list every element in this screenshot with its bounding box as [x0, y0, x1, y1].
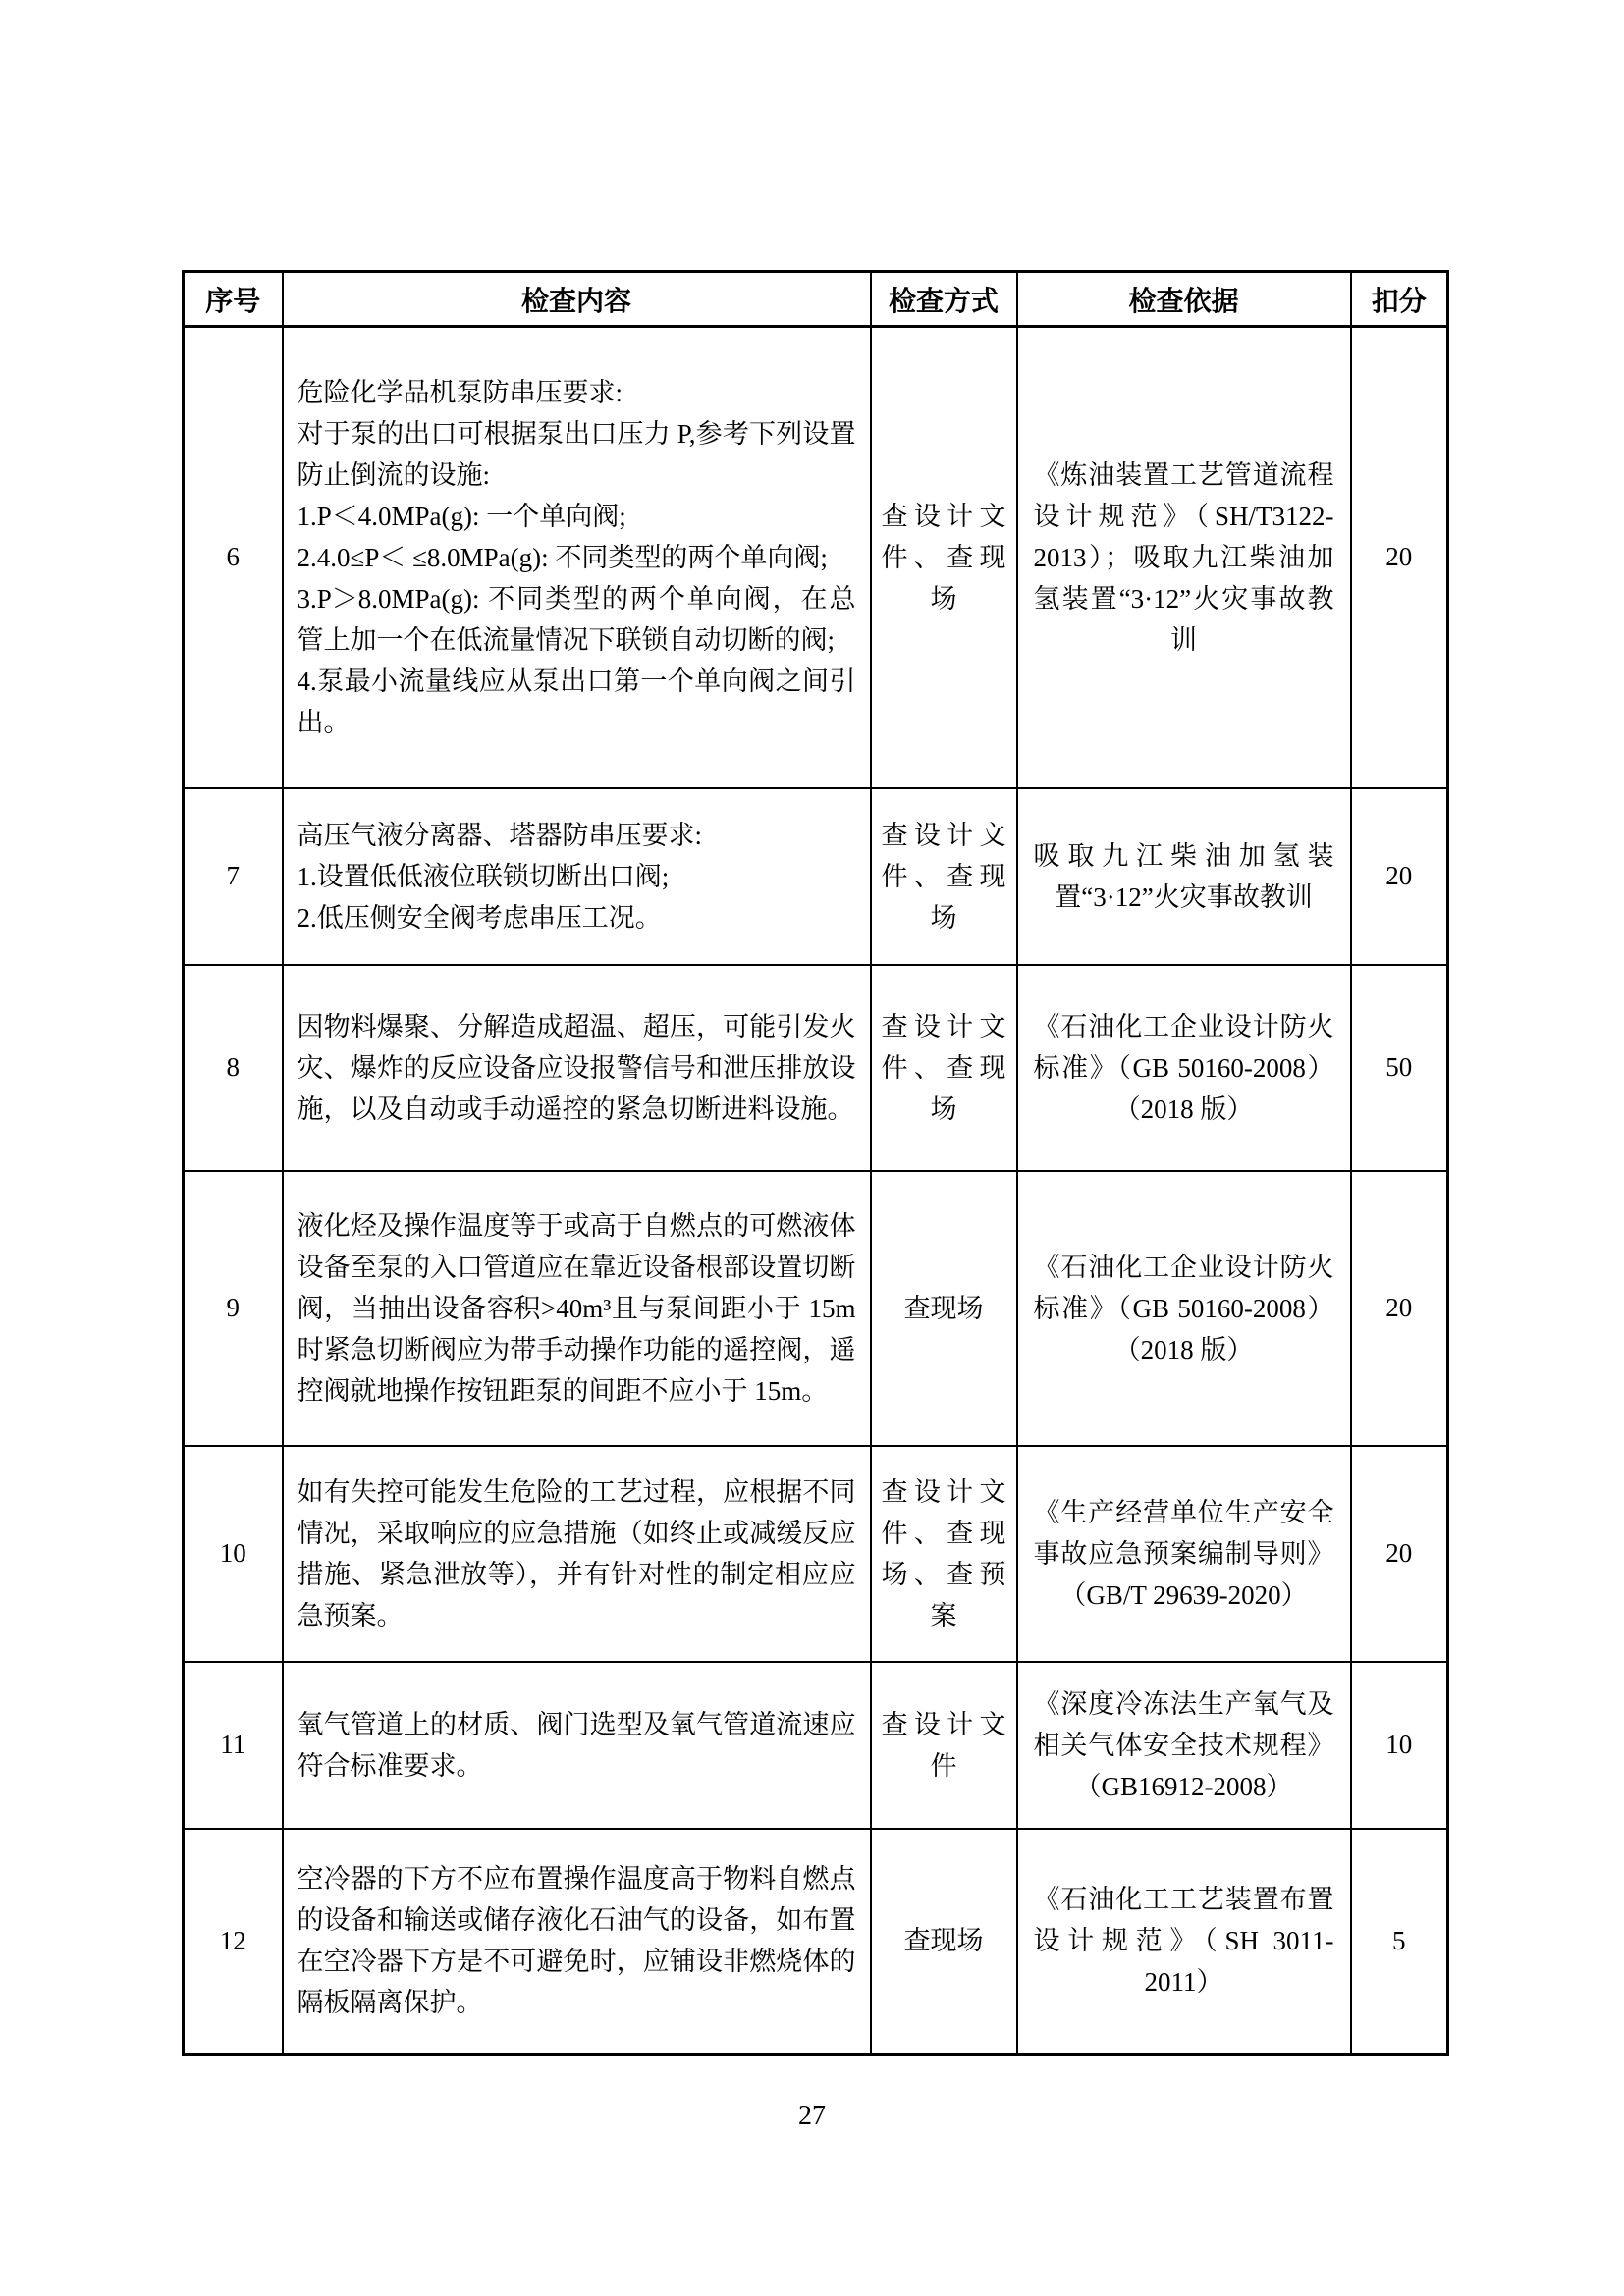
content-cell — [283, 788, 871, 965]
content-cell — [283, 1829, 871, 2055]
basis-cell: 《深度冷冻法生产氧气及相关气体安全技术规程》（GB16912-2008） — [1017, 1662, 1351, 1829]
row-number-cell: 12 — [184, 1829, 283, 2055]
header-cell-method: 检查方式 — [871, 272, 1017, 327]
row-number-cell: 9 — [184, 1171, 283, 1446]
content-line: 2.低压侧安全阀考虑串压工况。 — [297, 902, 662, 933]
inspection-table — [182, 270, 1449, 2056]
content-cell — [283, 1446, 871, 1662]
table-header — [184, 272, 1448, 327]
header-cell-basis: 检查依据 — [1017, 272, 1351, 327]
header-cell-content: 检查内容 — [283, 272, 871, 327]
content-line: 2.4.0≤P＜ ≤8.0MPa(g): 不同类型的两个单向阀; — [297, 542, 828, 572]
method-cell: 查设计文件、查现场 — [871, 327, 1017, 788]
header-row — [184, 272, 1448, 327]
basis-cell: 《石油化工企业设计防火标准》（GB 50160-2008）（2018 版） — [1017, 965, 1351, 1171]
score-cell: 5 — [1351, 1829, 1448, 2055]
table-row — [184, 965, 1448, 1171]
row-number-cell: 10 — [184, 1446, 283, 1662]
method-cell: 查现场 — [871, 1171, 1017, 1446]
row-number-cell: 6 — [184, 327, 283, 788]
header-cell-score: 扣分 — [1351, 272, 1448, 327]
content-line: 1.设置低低液位联锁切断出口阀; — [297, 861, 670, 891]
content-line: 3.P＞8.0MPa(g): 不同类型的两个单向阀，在总管上加一个在低流量情况下联锁自动切断的阀; — [297, 583, 856, 655]
basis-cell: 《石油化工工艺装置布置设计规范》（SH 3011-2011） — [1017, 1829, 1351, 2055]
basis-cell: 《炼油装置工艺管道流程设计规范》（SH/T3122-2013）；吸取九江柴油加氢装置“3·12”火灾事故教训 — [1017, 327, 1351, 788]
table-row — [184, 1446, 1448, 1662]
content-line: 4.泵最小流量线应从泵出口第一个单向阀之间引出。 — [297, 666, 856, 737]
content-line: 因物料爆聚、分解造成超温、超压，可能引发火灾、爆炸的反应设备应设报警信号和泄压排放设施，以及自动或手动遥控的紧急切断进料设施。 — [297, 1011, 856, 1124]
score-cell: 20 — [1351, 788, 1448, 965]
method-cell: 查现场 — [871, 1829, 1017, 2055]
content-line: 危险化学品机泵防串压要求: — [297, 377, 623, 407]
content-line: 对于泵的出口可根据泵出口压力 P,参考下列设置防止倒流的设施: — [297, 418, 856, 490]
content-cell — [283, 1662, 871, 1829]
content-line: 如有失控可能发生危险的工艺过程，应根据不同情况，采取响应的应急措施（如终止或减缓反应措施、紧急泄放等），并有针对性的制定相应应急预案。 — [297, 1476, 856, 1630]
table-row — [184, 788, 1448, 965]
row-number-cell: 7 — [184, 788, 283, 965]
row-number-cell: 11 — [184, 1662, 283, 1829]
basis-cell: 《生产经营单位生产安全事故应急预案编制导则》（GB/T 29639-2020） — [1017, 1446, 1351, 1662]
content-line: 空冷器的下方不应布置操作温度高于物料自燃点的设备和输送或储存液化石油气的设备，如布置在空冷器下方是不可避免时，应铺设非燃烧体的隔板隔离保护。 — [297, 1864, 856, 2018]
score-cell: 10 — [1351, 1662, 1448, 1829]
table-row — [184, 1662, 1448, 1829]
table-body — [184, 327, 1448, 2055]
method-cell: 查设计文件、查现场、查预案 — [871, 1446, 1017, 1662]
content-cell — [283, 327, 871, 788]
basis-cell: 《石油化工企业设计防火标准》（GB 50160-2008）（2018 版） — [1017, 1171, 1351, 1446]
content-cell — [283, 965, 871, 1171]
method-cell: 查设计文件、查现场 — [871, 965, 1017, 1171]
score-cell: 50 — [1351, 965, 1448, 1171]
table-row — [184, 327, 1448, 788]
table-row — [184, 1171, 1448, 1446]
header-cell-no: 序号 — [184, 272, 283, 327]
score-cell: 20 — [1351, 1171, 1448, 1446]
content-line: 液化烃及操作温度等于或高于自燃点的可燃液体设备至泵的入口管道应在靠近设备根部设置切断阀，当抽出设备容积>40m³且与泵间距小于 15m 时紧急切断阀应为带手动操作功能的遥控阀，遥控阀就地操作按钮距泵的间距不应小于 15m。 — [297, 1210, 856, 1406]
content-line: 1.P＜4.0MPa(g): 一个单向阀; — [297, 501, 626, 531]
row-number-cell: 8 — [184, 965, 283, 1171]
method-cell: 查设计文件、查现场 — [871, 788, 1017, 965]
page-number: 27 — [798, 2101, 826, 2131]
score-cell: 20 — [1351, 1446, 1448, 1662]
content-line: 高压气液分离器、塔器防串压要求: — [297, 820, 703, 850]
method-cell: 查设计文件 — [871, 1662, 1017, 1829]
content-cell — [283, 1171, 871, 1446]
score-cell: 20 — [1351, 327, 1448, 788]
basis-cell: 吸取九江柴油加氢装置“3·12”火灾事故教训 — [1017, 788, 1351, 965]
content-line: 氧气管道上的材质、阀门选型及氧气管道流速应符合标准要求。 — [297, 1709, 856, 1781]
table-row — [184, 1829, 1448, 2055]
